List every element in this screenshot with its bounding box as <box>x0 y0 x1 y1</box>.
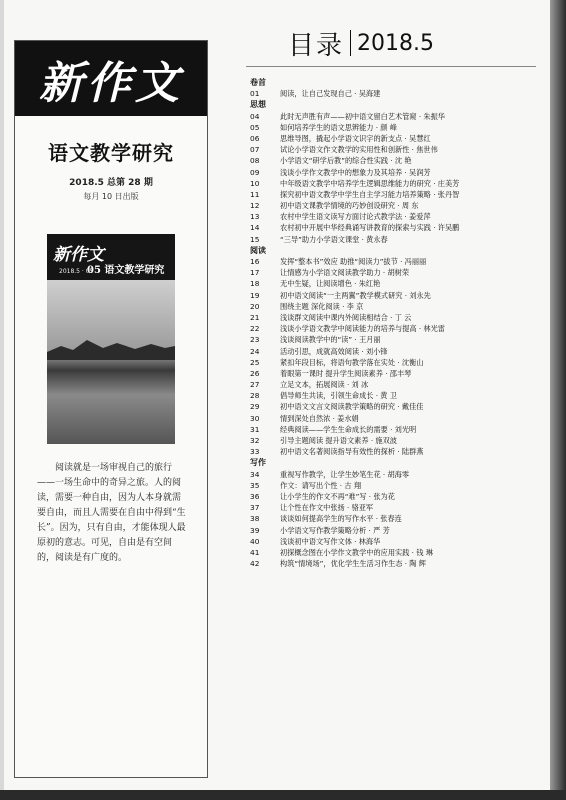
toc-page-number: 40 <box>250 536 260 546</box>
toc-article-title: 让个性在作文中张扬 · 骆亚军 <box>280 503 374 513</box>
page-title <box>288 26 434 60</box>
toc-article-title: 让情感为小学语文阅读教学助力 · 胡树荣 <box>280 268 410 278</box>
toc-article-title: 浅谈初中语文写作文体 · 林海华 <box>280 536 381 546</box>
toc-entry[interactable] <box>250 200 540 211</box>
left-panel <box>14 40 208 778</box>
toc-article-title: 活动引思，成就高效阅读 · 刘小锋 <box>280 346 388 356</box>
title-date: 2018.5 <box>357 30 434 56</box>
toc-article-title: 初中语文文言文阅读教学策略的研究 · 戴佳佳 <box>280 402 424 412</box>
title-text: 目录 <box>288 30 345 61</box>
toc-page-number: 31 <box>250 424 260 434</box>
toc-entry[interactable] <box>250 446 540 457</box>
toc-page-number: 18 <box>250 279 260 289</box>
cover-landscape-image <box>47 280 175 444</box>
toc-entry[interactable] <box>250 547 540 558</box>
toc-page-number: 37 <box>250 503 260 513</box>
toc-entry[interactable] <box>250 435 540 446</box>
toc-article-title: 此时无声胜有声——初中语文留白艺术管窥 · 朱振华 <box>280 111 445 121</box>
toc-article-title: 构筑“情境场”，优化学生生活习作生态 · 陶 辉 <box>280 559 426 569</box>
toc-entry[interactable] <box>250 323 540 334</box>
toc-page-number: 36 <box>250 491 260 501</box>
toc-section-heading: 卷首 <box>250 78 266 87</box>
toc-article-title: 初中语文名著阅读指导有效性的探析 · 陆群燕 <box>280 447 424 457</box>
toc-page-number: 19 <box>250 290 260 300</box>
toc-page-number: 05 <box>250 122 260 132</box>
toc-page-number: 16 <box>250 257 260 266</box>
toc-article-title: 阅读，让自己发现自己 · 吴海建 <box>280 89 381 99</box>
toc-entry[interactable] <box>250 334 540 345</box>
toc-page-number: 25 <box>250 357 260 367</box>
toc-page-number: 13 <box>250 212 260 222</box>
toc-entry[interactable] <box>250 122 540 133</box>
cover-logo: 新作文 <box>53 245 104 265</box>
editorial-paragraph: 阅读就是一场审视自己的旅行——一场生命中的奇异之旅。人的阅读，需要一种自由，因为人本身就需要自由，而且人需要在自由中得到“生长”。因为，只有自由，才能体现人最原初的意志。可见，自由是有空间的，阅读是有广度的。 <box>37 463 186 563</box>
toc-entry[interactable] <box>250 413 540 424</box>
toc-entry[interactable] <box>250 558 540 569</box>
toc-page-number: 21 <box>250 312 260 322</box>
toc-page-number: 34 <box>250 469 260 479</box>
toc-page-number: 35 <box>250 480 260 490</box>
toc-article-title: 探究初中语文教学中学生自主学习能力培养策略 · 张丹智 <box>280 189 460 199</box>
toc-entry[interactable] <box>250 133 540 144</box>
toc-entry[interactable] <box>250 536 540 547</box>
toc-entry[interactable] <box>250 267 540 278</box>
toc-entry[interactable] <box>250 178 540 189</box>
toc-page-number: 09 <box>250 167 260 177</box>
toc-page-number: 06 <box>250 133 260 143</box>
toc-article-title: 发挥“整本书”效应 助推“阅读力”拔节 · 冯丽丽 <box>280 257 427 266</box>
toc-entry[interactable] <box>250 346 540 357</box>
toc-article-title: 作文：请写出个性 · 古 翔 <box>280 480 362 490</box>
toc-entry[interactable] <box>250 401 540 412</box>
toc-entry[interactable] <box>250 211 540 222</box>
toc-article-title: 紧扣年段目标，将语句教学落在实处 · 沈衡山 <box>280 357 424 367</box>
toc-page-number: 08 <box>250 156 260 166</box>
toc-article-title: 引导主题阅读 提升语文素养 · 施双波 <box>280 436 397 445</box>
toc-page-number: 01 <box>250 89 260 99</box>
toc-page-number: 32 <box>250 436 260 445</box>
toc-entry[interactable] <box>250 424 540 435</box>
toc-article-title: 浅谈群文阅读中课内外阅读相结合 · 丁 云 <box>280 312 412 322</box>
toc-entry[interactable] <box>250 502 540 513</box>
toc-entry[interactable] <box>250 379 540 390</box>
toc-page-number: 15 <box>250 234 260 244</box>
toc-article-title: 无中生疑，让阅读增色 · 朱红艳 <box>280 279 381 289</box>
toc-article-title: 让小学生的作文不再“难”写 · 张为花 <box>280 491 395 501</box>
toc-section-heading: 写作 <box>250 458 266 468</box>
toc-entry[interactable] <box>250 513 540 524</box>
toc-page-number: 42 <box>250 559 260 569</box>
toc-entry[interactable] <box>250 357 540 368</box>
toc-entry[interactable] <box>250 234 540 245</box>
toc-page-number: 29 <box>250 402 260 412</box>
toc-entry[interactable] <box>250 525 540 536</box>
toc-article-title: 浅谈小学作文教学中的想象力及其培养 · 吴润芳 <box>280 167 431 177</box>
toc-page-number: 27 <box>250 380 260 390</box>
toc-entry[interactable] <box>250 155 540 166</box>
toc-article-title: “三导”助力小学语文课堂 · 黄永春 <box>280 234 388 244</box>
toc-page-number: 14 <box>250 223 260 233</box>
toc-page-number: 23 <box>250 335 260 345</box>
toc-entry[interactable] <box>250 278 540 289</box>
toc-article-title: 情到深处自然浓 · 姜水娟 <box>280 413 359 423</box>
toc-page-number: 10 <box>250 178 260 188</box>
header-rule <box>246 66 536 67</box>
toc-article-title: 立足文本，拓展阅读 · 刘 冰 <box>280 380 369 390</box>
scan-edge-bottom <box>0 790 566 800</box>
toc-article-title: 经典阅读——学生生命成长的需要 · 刘光明 <box>280 424 417 434</box>
toc-article-title: 农村初中开展中华经典诵写讲教育的探索与实践 · 许吴鹏 <box>280 223 460 233</box>
toc-entry[interactable] <box>250 480 540 491</box>
toc-entry[interactable] <box>250 469 540 480</box>
toc-entry[interactable] <box>250 368 540 379</box>
title-divider <box>350 30 351 56</box>
table-of-contents <box>250 77 540 569</box>
toc-article-title: 倡导师生共读，引领生命成长 · 黄 卫 <box>280 391 397 401</box>
toc-entry[interactable] <box>250 88 540 99</box>
toc-page-number: 26 <box>250 368 260 378</box>
mountain-silhouette <box>47 334 175 360</box>
toc-entry[interactable] <box>250 144 540 155</box>
toc-article-title: 小学语文写作教学策略分析 · 严 芳 <box>280 525 390 535</box>
toc-article-title: 初中语文阅读“一主两翼”教学模式研究 · 刘永先 <box>280 290 431 300</box>
toc-section-heading: 思想 <box>250 100 266 110</box>
masthead-logo-text: 新作文 <box>39 57 183 109</box>
magazine-name: 语文教学研究 <box>48 141 174 165</box>
toc-article-title: 谈谈如何提高学生的写作水平 · 张春连 <box>280 514 402 524</box>
toc-entry[interactable] <box>250 290 540 301</box>
toc-article-title: 试论小学语文作文教学的实用性和创新性 · 焦世伟 <box>280 145 438 155</box>
toc-article-title: 围绕主题 深化阅读 · 李 京 <box>280 301 364 311</box>
toc-page-number: 04 <box>250 111 260 121</box>
toc-page-number: 33 <box>250 447 260 457</box>
toc-entry[interactable] <box>250 390 540 401</box>
toc-page-number: 39 <box>250 525 260 535</box>
toc-entry[interactable] <box>250 167 540 178</box>
cover-header <box>47 234 175 280</box>
toc-article-title: 小学语文“研学后教”的综合性实践 · 沈 艳 <box>280 156 412 166</box>
toc-article-title: 初中语文课教学情境的巧妙创设研究 · 周 东 <box>280 201 419 211</box>
cover-thumbnail <box>47 234 175 444</box>
cover-title: 05 语文教学研究 <box>87 265 165 276</box>
toc-article-title: 初探概念图在小学作文教学中的应用实践 · 钱 琳 <box>280 547 433 557</box>
scan-edge-right <box>550 0 566 800</box>
toc-page-number: 11 <box>250 189 260 199</box>
toc-page-number: 30 <box>250 413 260 423</box>
toc-entry[interactable] <box>250 301 540 312</box>
toc-article-title: 思维导图，撬起小学语文识字的新支点 · 吴慧红 <box>280 133 431 143</box>
toc-entry[interactable] <box>250 222 540 233</box>
toc-section-heading: 阅读 <box>250 245 266 255</box>
toc-article-title: 中年级语文教学中培养学生逻辑思维能力的研究 · 庄美芳 <box>280 178 460 188</box>
toc-article-title: 着眼第一课时 提升学生阅读素养 · 邵丰琴 <box>280 368 412 378</box>
toc-page-number: 12 <box>250 201 260 211</box>
toc-entry[interactable] <box>250 491 540 502</box>
toc-article-title: 浅谈阅读教学中的“读” · 王月丽 <box>280 335 381 345</box>
toc-entry[interactable] <box>250 256 540 267</box>
toc-page-number: 22 <box>250 324 260 334</box>
toc-entry[interactable] <box>250 111 540 122</box>
issue-number: 2018.5 总第 28 期 <box>69 178 153 188</box>
masthead-logo <box>15 41 207 116</box>
toc-page-number: 20 <box>250 301 260 311</box>
cover-issue: 2018.5 · 05 <box>59 268 94 275</box>
toc-article-title: 浅谈小学语文教学中阅读能力的培养与提高 · 林光雷 <box>280 324 445 334</box>
toc-article-title: 如何培养学生的语文思辨能力 · 颜 峰 <box>280 122 397 132</box>
toc-page-number: 28 <box>250 391 260 401</box>
toc-page-number: 17 <box>250 268 260 278</box>
toc-article-title: 重视写作教学，让学生妙笔生花 · 胡海零 <box>280 469 410 479</box>
toc-article-title: 农村中学生语文读写方面讨论式教学法 · 姜爱萍 <box>280 212 431 222</box>
toc-page-number: 07 <box>250 145 260 155</box>
toc-page-number: 41 <box>250 547 260 557</box>
publication-schedule: 每月 10 日出版 <box>83 192 139 201</box>
toc-entry[interactable] <box>250 312 540 323</box>
toc-page-number: 24 <box>250 346 260 356</box>
toc-page-number: 38 <box>250 514 260 524</box>
toc-entry[interactable] <box>250 189 540 200</box>
